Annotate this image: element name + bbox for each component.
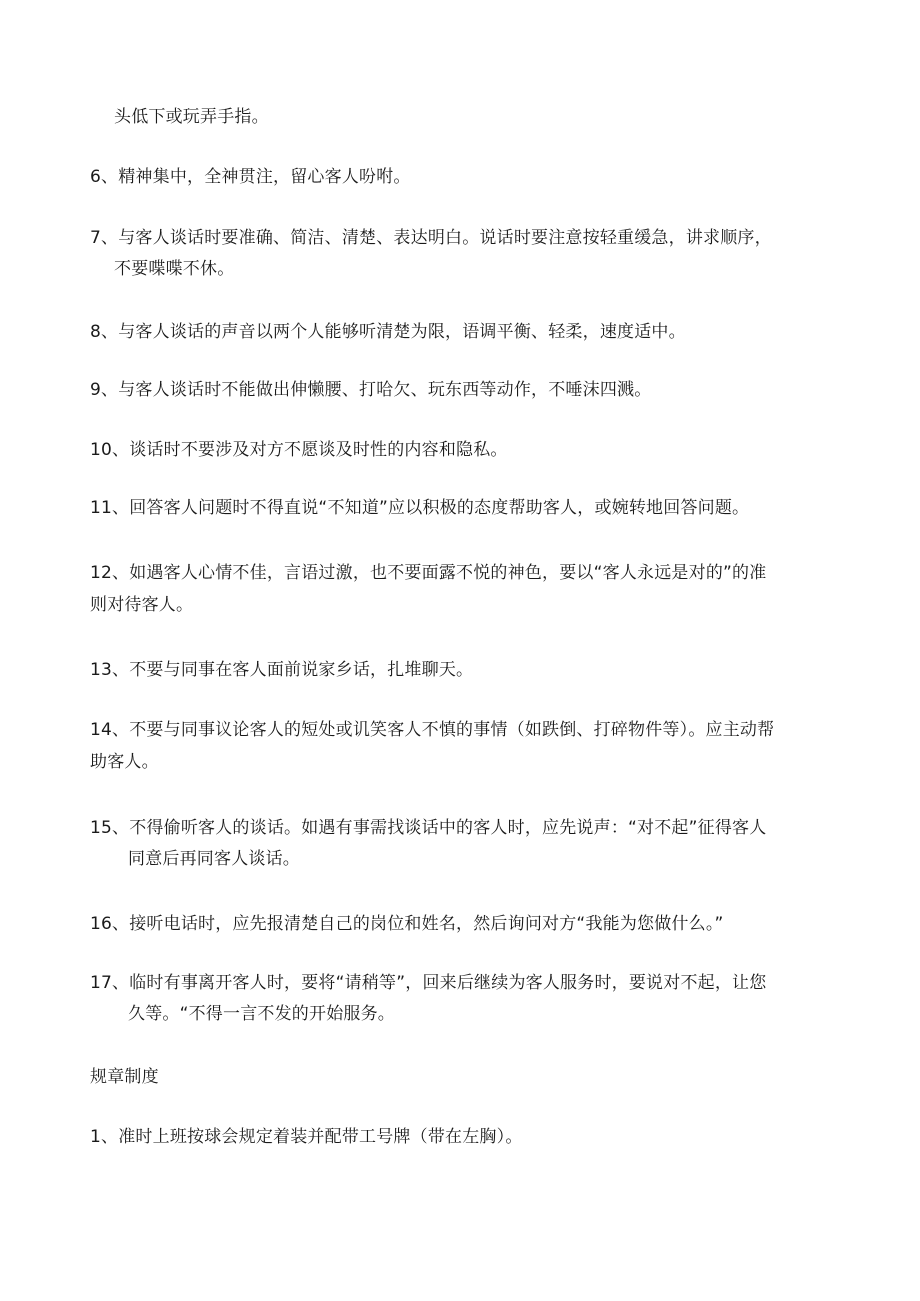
list-item-17: 17、临时有事离开客人时，要将“请稍等”，回来后继续为客人服务时，要说对不起，让您	[90, 973, 767, 993]
list-item-12-cont: 则对待客人。	[90, 595, 194, 615]
list-item-16: 16、接听电话时，应先报清楚自己的岗位和姓名，然后询问对方“我能为您做什么。”	[90, 914, 724, 934]
list-item-13: 13、不要与同事在客人面前说家乡话，扎堆聊天。	[90, 660, 474, 680]
section-item-1: 1、准时上班按球会规定着装并配带工号牌（带在左胸）。	[90, 1127, 523, 1147]
list-item-8: 8、与客人谈话的声音以两个人能够听清楚为限，语调平衡、轻柔，速度适中。	[90, 322, 686, 342]
list-item-14-cont: 助客人。	[90, 752, 159, 772]
list-item-10: 10、谈话时不要涉及对方不愿谈及时性的内容和隐私。	[90, 440, 508, 460]
list-item-11: 11、回答客人问题时不得直说“不知道”应以积极的态度帮助客人，或婉转地回答问题。	[90, 498, 750, 518]
section-heading: 规章制度	[90, 1067, 159, 1087]
list-item-7: 7、与客人谈话时要准确、简洁、清楚、表达明白。说话时要注意按轻重缓急，讲求顺序，	[90, 228, 772, 248]
list-item-12: 12、如遇客人心情不佳，言语过激，也不要面露不悦的神色，要以“客人永远是对的”的准	[90, 563, 767, 583]
list-item-9: 9、与客人谈话时不能做出伸懒腰、打哈欠、玩东西等动作，不唾沫四溅。	[90, 380, 652, 400]
list-item-15-cont: 同意后再同客人谈话。	[128, 849, 300, 869]
list-item-7-cont: 不要喋喋不休。	[114, 259, 235, 279]
list-item-15: 15、不得偷听客人的谈话。如遇有事需找谈话中的客人时，应先说声：“对不起”征得客人	[90, 818, 767, 838]
list-item-14: 14、不要与同事议论客人的短处或讥笑客人不慎的事情（如跌倒、打碎物件等）。应主动帮	[90, 720, 775, 740]
list-item-6: 6、精神集中，全神贯注，留心客人吩咐。	[90, 167, 411, 187]
continuation-line: 头低下或玩弄手指。	[114, 107, 269, 127]
list-item-17-cont: 久等。“不得一言不发的开始服务。	[128, 1004, 396, 1024]
